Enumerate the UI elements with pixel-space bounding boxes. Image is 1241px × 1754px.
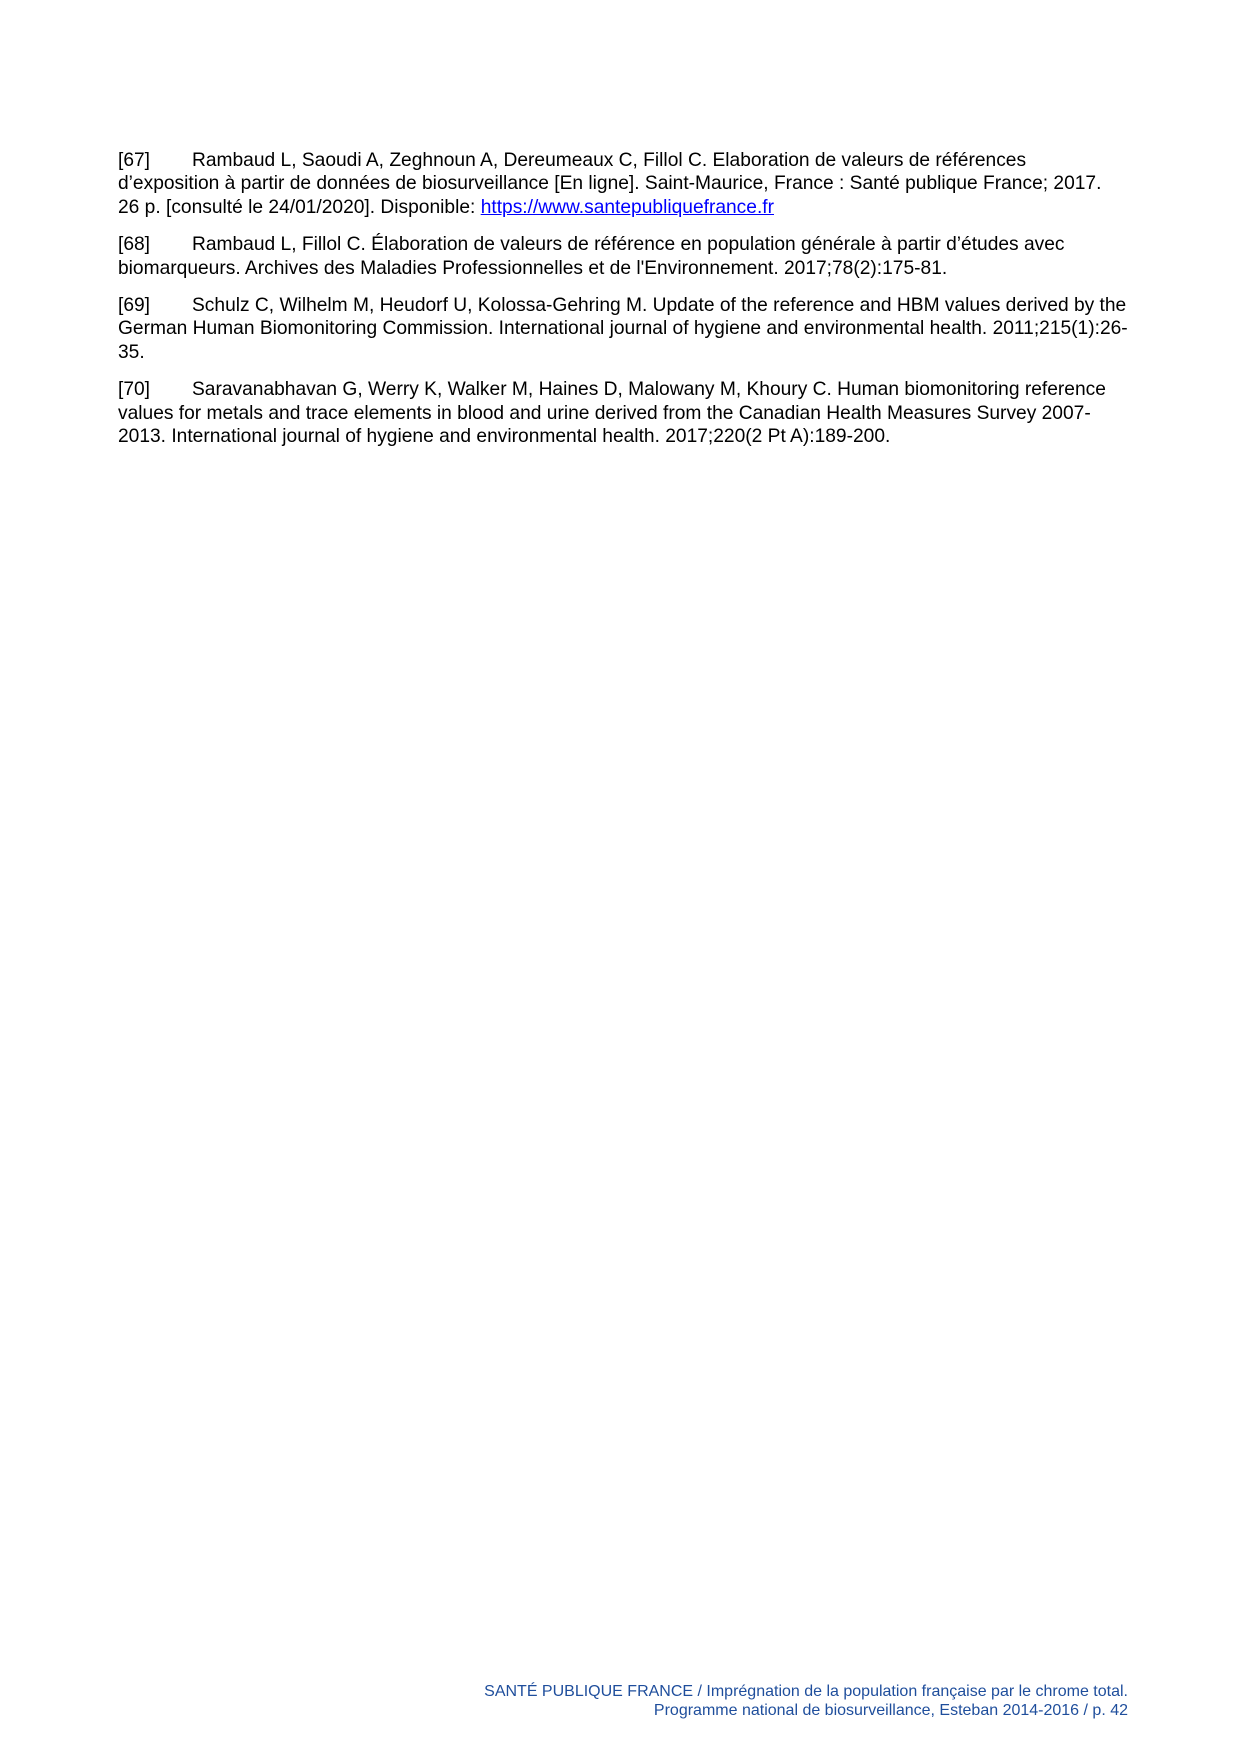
- footer-line-program-page: Programme national de biosurveillance, Esteban 2014-2016 / p. 42: [653, 1702, 1128, 1719]
- reference-item-70: [118, 378, 1128, 448]
- reference-text: Schulz C, Wilhelm M, Heudorf U, Kolossa-Gehring M. Update of the reference and HBM values derived by the German Human Biomonitoring Commission. International journal of hygiene and environmental health. 2011;215(1):26-35.: [118, 295, 1128, 363]
- page-footer: [484, 1682, 1128, 1720]
- reference-item-68: [118, 233, 1128, 280]
- reference-item-67: [118, 149, 1128, 219]
- santepubliquefrance-link[interactable]: https://www.santepubliquefrance.fr: [480, 196, 774, 218]
- footer-line-publisher: SANTÉ PUBLIQUE FRANCE / Imprégnation de la population française par le chrome total.: [484, 1683, 1128, 1700]
- reference-number: [70]: [118, 379, 151, 401]
- reference-number: [67]: [118, 150, 151, 171]
- reference-text: Rambaud L, Saoudi A, Zeghnoun A, Dereumeaux C, Fillol C. Elaboration de valeurs de références d’exposition à partir de données de biosurveillance [En ligne]. Saint-Maurice, France : Santé publique France; 2017. 26 p. [consulté le 24/01/2020]. Disponible:: [118, 150, 1102, 218]
- reference-number: [69]: [118, 295, 151, 317]
- reference-text: Saravanabhavan G, Werry K, Walker M, Haines D, Malowany M, Khoury C. Human biomonitoring reference values for metals and trace elements in blood and urine derived from the Canadian Health Measures Survey 2007-2013. International journal of hygiene and environmental health. 2017;220(2 Pt A):189-200.: [118, 379, 1106, 448]
- reference-text: Rambaud L, Fillol C. Élaboration de valeurs de référence en population générale à partir d’études avec biomarqueurs. Archives des Maladies Professionnelles et de l'Environnement. 2017;78(2):175-81.: [118, 234, 1065, 279]
- reference-item-69: [118, 294, 1128, 364]
- reference-list: [118, 149, 1128, 462]
- reference-number: [68]: [118, 234, 151, 256]
